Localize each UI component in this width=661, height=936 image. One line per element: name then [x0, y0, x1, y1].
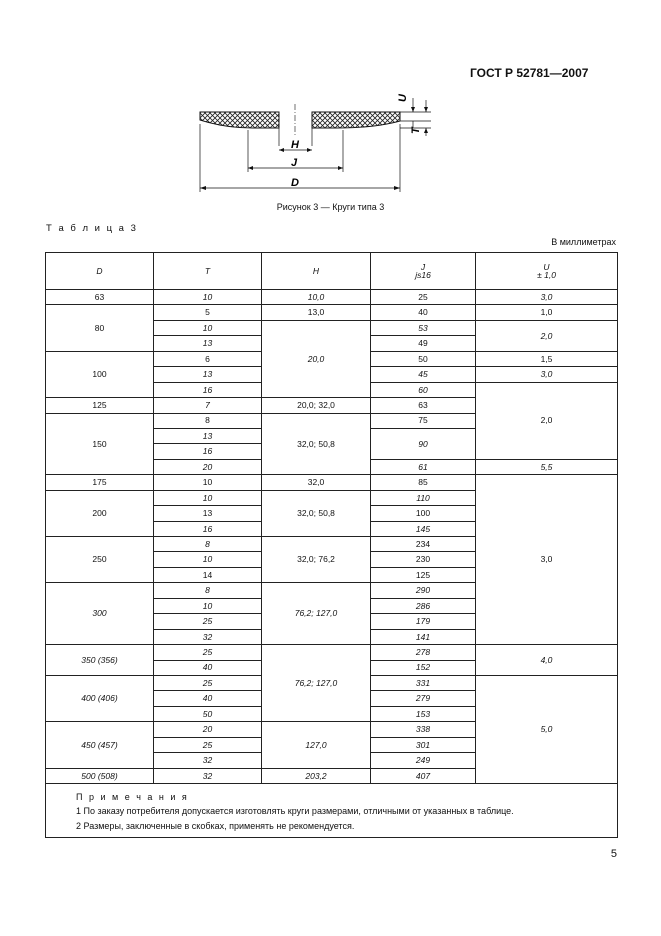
cell-t: 32 — [154, 753, 262, 768]
cell-j: 141 — [371, 629, 476, 644]
cell-d: 250 — [46, 537, 154, 583]
cell-h: 20,0 — [262, 320, 371, 397]
cell-u: 3,0 — [476, 290, 618, 305]
page-number: 5 — [610, 848, 617, 860]
cell-h: 32,0; 50,8 — [262, 413, 371, 475]
cell-j: 50 — [371, 351, 476, 366]
header-j: J js16 — [371, 253, 476, 290]
cell-j: 110 — [371, 490, 476, 505]
cell-t: 10 — [154, 320, 262, 335]
cell-j: 249 — [371, 753, 476, 768]
cell-t: 25 — [154, 737, 262, 752]
cell-t: 16 — [154, 444, 262, 459]
header-u: U ± 1,0 — [476, 253, 618, 290]
cell-h: 20,0; 32,0 — [262, 398, 371, 413]
cell-h: 127,0 — [262, 722, 371, 768]
cell-t: 8 — [154, 537, 262, 552]
cell-t: 40 — [154, 660, 262, 675]
figure-caption: Рисунок 3 — Круги типа 3 — [276, 202, 385, 212]
cell-u: 1,0 — [476, 305, 618, 320]
dim-d-label: D — [291, 177, 299, 189]
cell-h: 13,0 — [262, 305, 371, 320]
cell-j: 60 — [371, 382, 476, 397]
note-item: 1 По заказу потребителя допускается изготовлять круги размерами, отличными от указанных в таблице. — [76, 806, 514, 817]
cell-t: 8 — [154, 583, 262, 598]
dim-j-label: J — [291, 157, 298, 169]
wheel-section-right — [312, 112, 400, 128]
cell-d: 175 — [46, 475, 154, 490]
cell-j: 407 — [371, 768, 476, 783]
dimensions-table — [45, 252, 618, 838]
wheel-section-left — [200, 112, 279, 128]
cell-u: 4,0 — [476, 645, 618, 676]
cell-d: 300 — [46, 583, 154, 645]
cell-j: 75 — [371, 413, 476, 428]
cell-u: 5,5 — [476, 459, 618, 474]
cell-j: 152 — [371, 660, 476, 675]
cell-t: 32 — [154, 768, 262, 783]
cell-d: 400 (406) — [46, 675, 154, 721]
cell-j: 278 — [371, 645, 476, 660]
units-note: В миллиметрах — [551, 237, 616, 247]
cell-j: 286 — [371, 598, 476, 613]
cell-t: 13 — [154, 428, 262, 443]
cell-t: 32 — [154, 629, 262, 644]
cell-u: 2,0 — [476, 320, 618, 351]
cell-h: 32,0; 50,8 — [262, 490, 371, 536]
cell-t: 50 — [154, 706, 262, 721]
cell-t: 5 — [154, 305, 262, 320]
cell-u: 1,5 — [476, 351, 618, 366]
cell-u: 2,0 — [476, 382, 618, 459]
cell-h: 76,2; 127,0 — [262, 645, 371, 722]
cell-j: 25 — [371, 290, 476, 305]
cell-j: 61 — [371, 459, 476, 474]
cell-j: 85 — [371, 475, 476, 490]
cell-d: 80 — [46, 305, 154, 351]
cell-d: 125 — [46, 398, 154, 413]
cell-j: 90 — [371, 428, 476, 459]
cell-j: 63 — [371, 398, 476, 413]
table-notes — [46, 784, 618, 838]
cell-j: 301 — [371, 737, 476, 752]
table-label: Т а б л и ц а 3 — [46, 223, 138, 234]
note-item: 2 Размеры, заключенные в скобках, применять не рекомендуется. — [76, 820, 355, 831]
dim-t-label: T — [410, 127, 422, 134]
header-d: D — [46, 253, 154, 290]
standard-number: ГОСТ Р 52781—2007 — [470, 66, 589, 80]
cell-u: 5,0 — [476, 675, 618, 783]
cell-t: 10 — [154, 552, 262, 567]
cell-d: 450 (457) — [46, 722, 154, 768]
cell-t: 13 — [154, 336, 262, 351]
cell-j: 179 — [371, 614, 476, 629]
cell-t: 13 — [154, 506, 262, 521]
cell-t: 10 — [154, 475, 262, 490]
cell-h: 203,2 — [262, 768, 371, 783]
cell-h: 32,0; 76,2 — [262, 537, 371, 583]
cell-t: 20 — [154, 722, 262, 737]
cell-j: 100 — [371, 506, 476, 521]
cell-j: 125 — [371, 567, 476, 582]
cell-j: 230 — [371, 552, 476, 567]
cell-d: 200 — [46, 490, 154, 536]
cell-h: 10,0 — [262, 290, 371, 305]
cell-j: 290 — [371, 583, 476, 598]
cell-d: 500 (508) — [46, 768, 154, 783]
cell-t: 6 — [154, 351, 262, 366]
cell-j: 145 — [371, 521, 476, 536]
header-h: H — [262, 253, 371, 290]
cell-u: 3,0 — [476, 367, 618, 382]
cell-j: 40 — [371, 305, 476, 320]
cell-h: 76,2; 127,0 — [262, 583, 371, 645]
cell-j: 279 — [371, 691, 476, 706]
cell-t: 14 — [154, 567, 262, 582]
cell-d: 150 — [46, 413, 154, 475]
cell-t: 25 — [154, 645, 262, 660]
cell-t: 8 — [154, 413, 262, 428]
dim-u-label: U — [397, 94, 409, 102]
cell-t: 16 — [154, 521, 262, 536]
cell-j: 49 — [371, 336, 476, 351]
cell-t: 16 — [154, 382, 262, 397]
cell-j: 338 — [371, 722, 476, 737]
cell-d: 350 (356) — [46, 645, 154, 676]
cell-t: 25 — [154, 614, 262, 629]
cell-h: 32,0 — [262, 475, 371, 490]
cell-j: 45 — [371, 367, 476, 382]
cell-j: 234 — [371, 537, 476, 552]
dim-h-label: H — [291, 139, 299, 151]
cell-t: 10 — [154, 290, 262, 305]
cell-t: 13 — [154, 367, 262, 382]
cell-j: 153 — [371, 706, 476, 721]
header-t: T — [154, 253, 262, 290]
notes-title: П р и м е ч а н и я — [76, 792, 189, 802]
cell-j: 53 — [371, 320, 476, 335]
cell-u: 3,0 — [476, 475, 618, 645]
cell-t: 40 — [154, 691, 262, 706]
cell-t: 25 — [154, 675, 262, 690]
cell-t: 10 — [154, 598, 262, 613]
cell-j: 331 — [371, 675, 476, 690]
cell-t: 20 — [154, 459, 262, 474]
cell-t: 10 — [154, 490, 262, 505]
cell-t: 7 — [154, 398, 262, 413]
cell-d: 63 — [46, 290, 154, 305]
wheel-type3-drawing — [195, 88, 445, 198]
cell-d: 100 — [46, 351, 154, 397]
